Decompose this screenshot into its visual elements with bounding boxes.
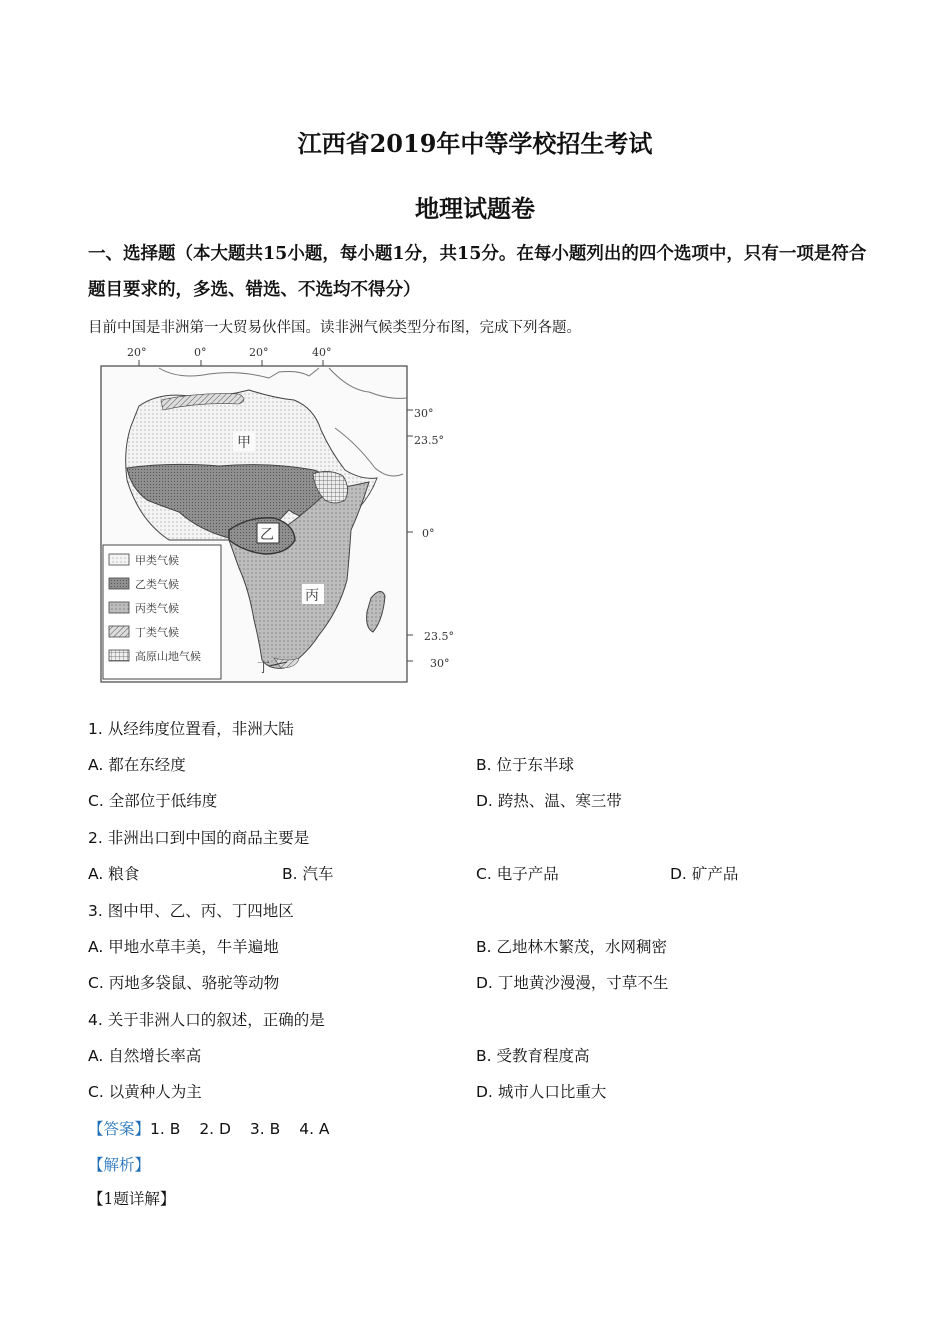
option-c: C. 以黄种人为主 (88, 1083, 202, 1101)
question-number: 1. (88, 720, 103, 738)
legend-item: 丁类气候 (135, 626, 179, 639)
lat-label: 30° (414, 407, 434, 420)
option-d: D. 丁地黄沙漫漫，寸草不生 (476, 974, 669, 992)
option-b: B. 位于东半球 (476, 756, 575, 774)
answer-item: 2. D (199, 1120, 231, 1138)
question-number: 4. (88, 1011, 103, 1029)
question-stem: 非洲出口到中国的商品主要是 (107, 829, 310, 847)
answer-item: 3. B (249, 1120, 281, 1138)
option-c: C. 全部位于低纬度 (88, 792, 218, 810)
option-b: B. 汽车 (282, 865, 334, 883)
question-3 (88, 899, 294, 921)
analysis-label: 【解析】 (88, 1156, 151, 1174)
option-c: C. 电子产品 (476, 865, 559, 883)
lon-label: 40° (312, 346, 332, 359)
legend-item: 高原山地气候 (135, 650, 201, 663)
option-b: B. 乙地林木繁茂，水网稠密 (476, 938, 668, 956)
question-4 (88, 1008, 325, 1030)
region-label: 乙 (260, 527, 274, 543)
option-a: A. 粮食 (88, 865, 140, 883)
lon-label: 0° (194, 346, 207, 359)
page-subtitle: 地理试题卷 (415, 194, 535, 223)
question-stem: 图中甲、乙、丙、丁四地区 (107, 902, 294, 920)
question-stem: 从经纬度位置看，非洲大陆 (107, 720, 294, 738)
lat-label: 30° (430, 657, 450, 670)
option-a: A. 都在东经度 (88, 756, 186, 774)
lon-label: 20° (249, 346, 269, 359)
option-d: D. 矿产品 (670, 865, 739, 883)
page-title: 江西省2019年中等学校招生考试 (297, 129, 653, 158)
question-number: 2. (88, 829, 103, 847)
legend-item: 乙类气候 (135, 578, 179, 591)
intro-text: 目前中国是非洲第一大贸易伙伴国。读非洲气候类型分布图，完成下列各题。 (88, 320, 581, 336)
lat-label: 0° (422, 527, 435, 540)
longitude-labels (127, 346, 332, 366)
africa-climate-map (99, 340, 469, 685)
map-legend (103, 545, 221, 679)
lat-label: 23.5° (424, 630, 454, 643)
legend-item: 甲类气候 (135, 554, 179, 567)
option-c: C. 丙地多袋鼠、骆驼等动物 (88, 974, 280, 992)
latitude-labels (407, 407, 454, 670)
question-stem: 关于非洲人口的叙述，正确的是 (107, 1011, 325, 1029)
question-2 (88, 826, 309, 848)
answer-item: 1. B (150, 1120, 181, 1138)
answer-item: 4. A (299, 1120, 330, 1138)
detail-label: 【1题详解】 (88, 1190, 176, 1208)
option-b: B. 受教育程度高 (476, 1047, 590, 1065)
option-d: D. 城市人口比重大 (476, 1083, 607, 1101)
answer-label: 【答案】 (88, 1120, 151, 1138)
legend-item: 丙类气候 (135, 602, 179, 615)
lon-label: 20° (127, 346, 147, 359)
question-number: 3. (88, 902, 103, 920)
section-heading: 一、选择题（本大题共15小题，每小题1分，共15分。在每小题列出的四个选项中，只有一项是符合题目要求的，多选、错选、不选均不得分） (88, 244, 867, 300)
answer-line (88, 1117, 330, 1139)
option-d: D. 跨热、温、寒三带 (476, 792, 622, 810)
region-label: 丙 (305, 588, 319, 604)
region-label: 甲 (237, 435, 251, 451)
option-a: A. 甲地水草丰美，牛羊遍地 (88, 938, 279, 956)
option-a: A. 自然增长率高 (88, 1047, 202, 1065)
region-label: 丁 (257, 661, 271, 676)
question-1 (88, 717, 294, 739)
lat-label: 23.5° (414, 434, 444, 447)
